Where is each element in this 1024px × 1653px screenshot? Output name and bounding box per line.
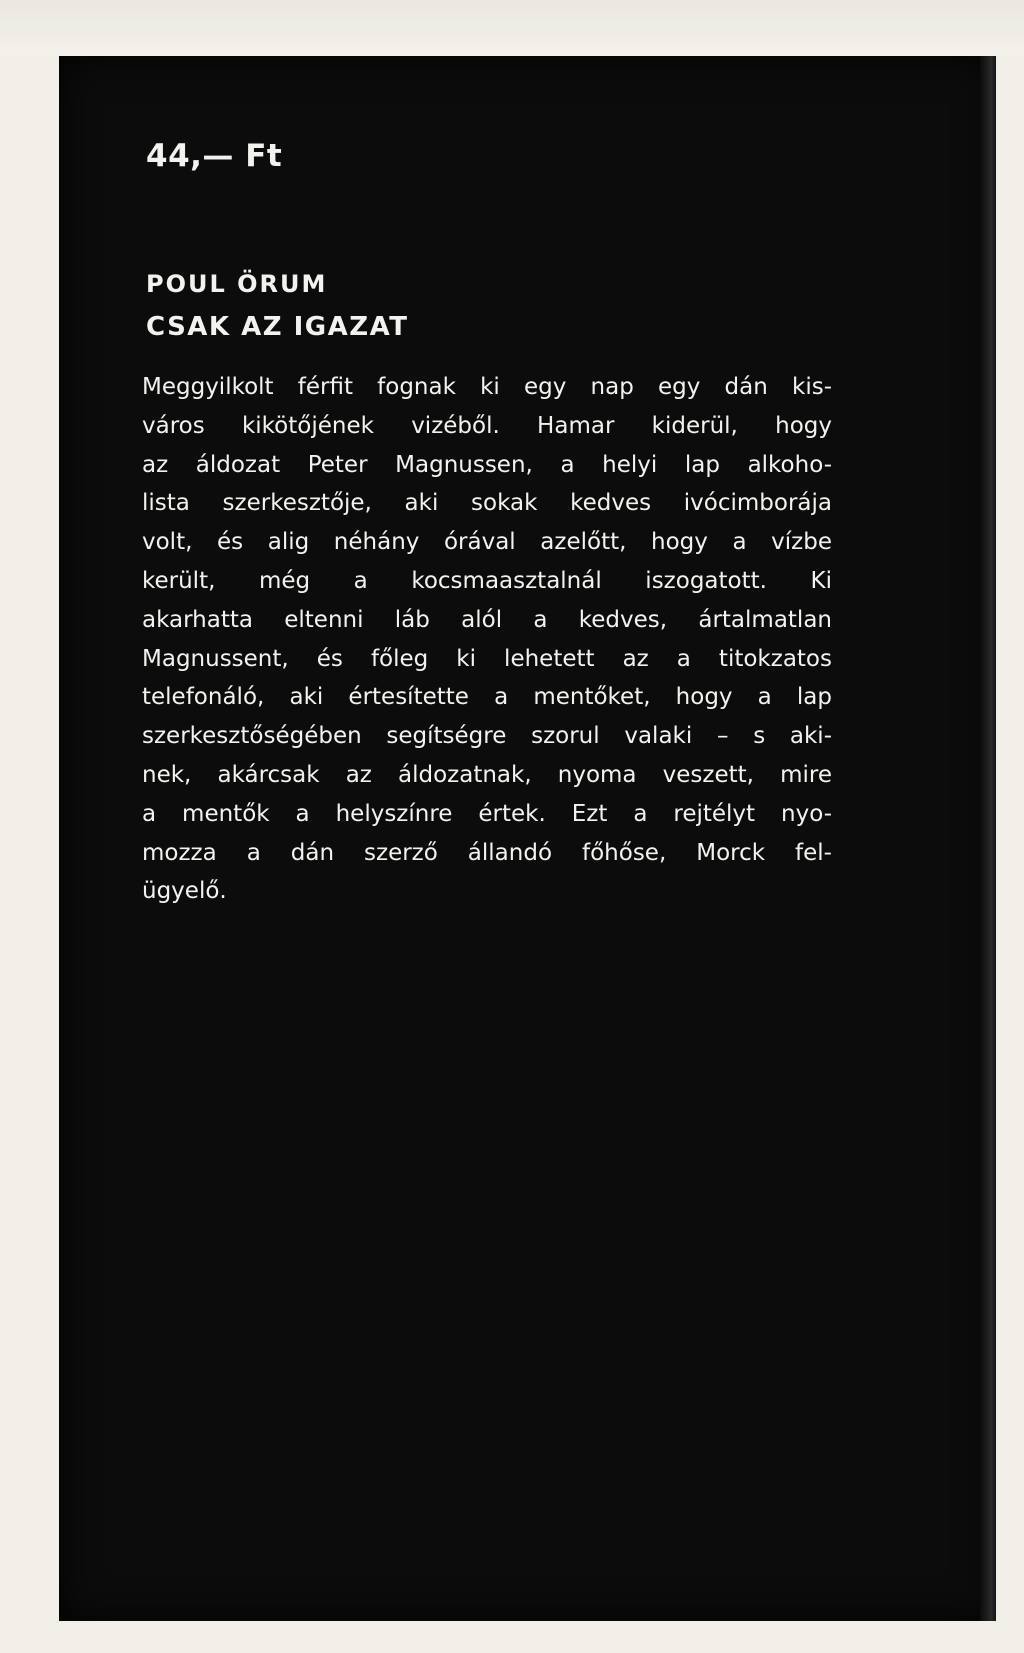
blurb-line: akarhatta eltenni láb alól a kedves, ártalmatlan	[142, 606, 832, 633]
blurb-line: az áldozat Peter Magnussen, a helyi lap alkoho-	[142, 451, 832, 478]
blurb-line: lista szerkesztője, aki sokak kedves ivócimborája	[142, 490, 832, 517]
author-name: POUL ÖRUM	[146, 270, 328, 298]
blurb-line: telefonáló, aki értesítette a mentőket, hogy a lap	[142, 684, 832, 711]
blurb-line: a mentők a helyszínre értek. Ezt a rejtélyt nyo-	[142, 800, 832, 827]
blurb-line: város kikötőjének vizéből. Hamar kiderül, hogy	[142, 412, 832, 439]
blurb-line: szerkesztőségében segítségre szorul valaki – s aki-	[142, 723, 832, 750]
blurb-line: ügyelő.	[142, 878, 227, 905]
book-back-cover	[59, 56, 996, 1621]
blurb-line: került, még a kocsmaasztalnál iszogatott. Ki	[142, 567, 832, 594]
blurb-text	[142, 368, 832, 911]
blurb-line: Meggyilkolt férfit fognak ki egy nap egy dán kis-	[142, 374, 832, 400]
book-title: CSAK AZ IGAZAT	[146, 312, 409, 342]
price-label: 44,— Ft	[146, 138, 283, 174]
blurb-line: Magnussent, és főleg ki lehetett az a titokzatos	[142, 645, 832, 672]
blurb-line: volt, és alig néhány órával azelőtt, hogy a vízbe	[142, 529, 832, 556]
blurb-line: mozza a dán szerző állandó főhőse, Morck fel-	[142, 839, 832, 866]
cover-spine-edge	[980, 56, 996, 1621]
blurb-line: nek, akárcsak az áldozatnak, nyoma veszett, mire	[142, 761, 832, 788]
paper-edge	[0, 0, 1024, 56]
